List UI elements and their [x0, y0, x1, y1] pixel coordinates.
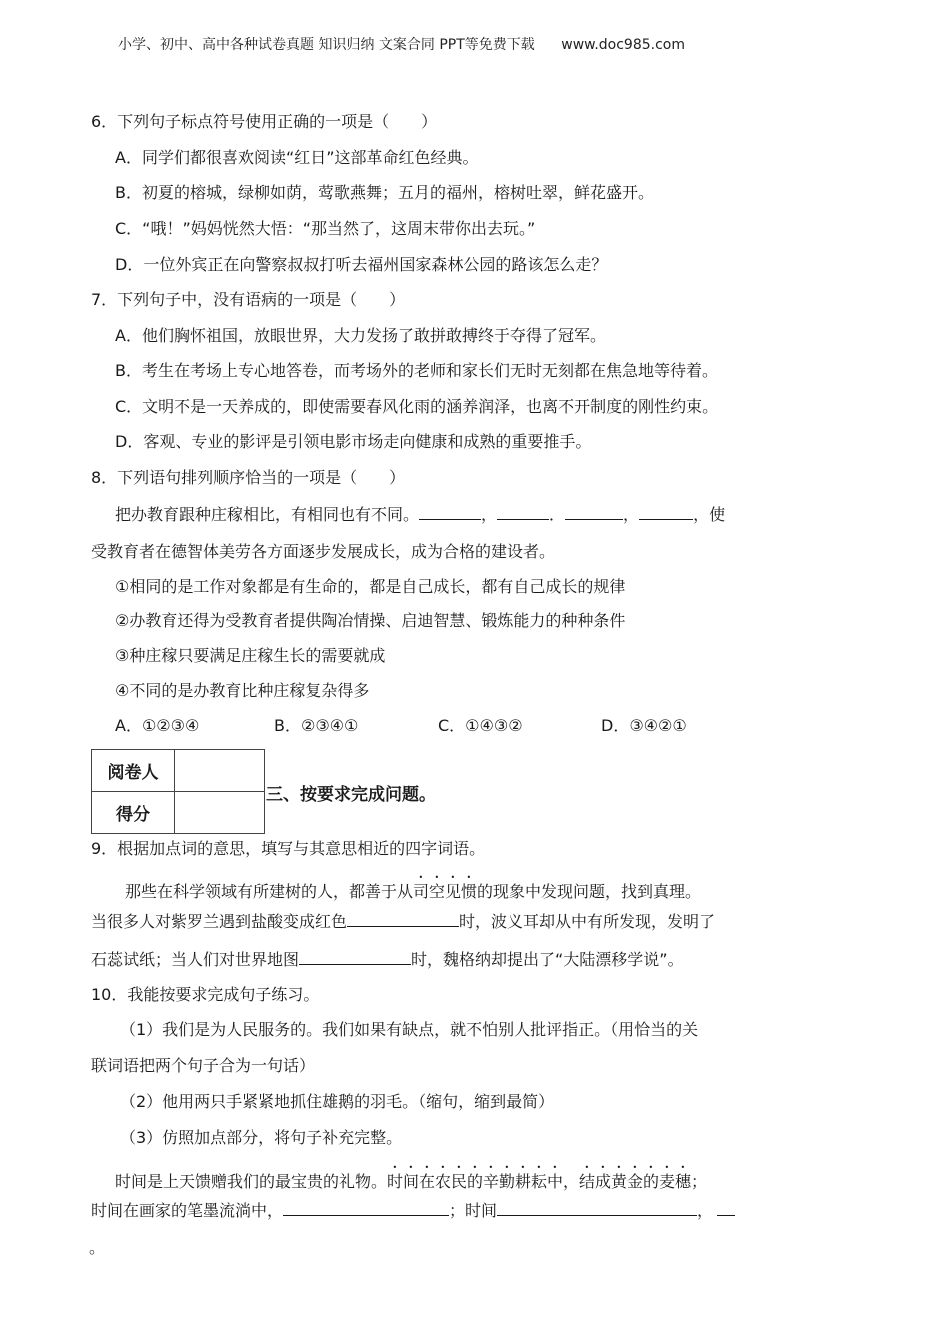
q9-p1-after: 的现象中发现问题，找到真理。 — [477, 882, 702, 901]
q10-item1-line1: （1）我们是为人民服务的。我们如果有缺点，就不怕别人批评指正。（用恰当的关 — [120, 1020, 699, 1039]
section-3-title: 三、按要求完成问题。 — [266, 785, 436, 805]
q10-item3: （3）仿照加点部分，将句子补充完整。 — [120, 1128, 403, 1147]
q9-p2-before: 当很多人对紫罗兰遇到盐酸变成红色 — [91, 912, 348, 931]
q8-sentence-4: ④不同的是办教育比种庄稼复杂得多 — [115, 681, 370, 700]
q10-blank-3[interactable] — [717, 1199, 735, 1216]
q8-sentence-1: ①相同的是工作对象都是有生命的，都是自己成长，都有自己成长的规律 — [115, 577, 626, 596]
q9-p3-before: 石蕊试纸；当人们对世界地图 — [91, 950, 300, 969]
q8-option-c: C．①④③② — [438, 716, 523, 735]
reviewer-label: 阅卷人 — [92, 750, 175, 792]
q7-option-d: D．客观、专业的影评是引领电影市场走向健康和成熟的重要推手。 — [115, 432, 592, 451]
q7-option-a: A．他们胸怀祖国，放眼世界，大力发扬了敢拼敢搏终于夺得了冠军。 — [115, 326, 606, 345]
q8-option-d: D．③④②① — [601, 716, 687, 735]
q6-stem: 6．下列句子标点符号使用正确的一项是（ ） — [91, 112, 438, 131]
q10-item1-line2: 联词语把两个句子合为一句话） — [91, 1056, 316, 1075]
reviewer-box[interactable] — [175, 750, 265, 792]
q9-paragraph-line2 — [91, 910, 715, 933]
score-box[interactable] — [175, 792, 265, 834]
q10-example-line2 — [91, 1199, 735, 1222]
q8-sep-3: ， — [623, 505, 640, 524]
q8-blank-3[interactable] — [565, 503, 623, 520]
q8-sep-1: ， — [481, 505, 498, 524]
q6-option-d: D．一位外宾正在向警察叔叔打听去福州国家森林公园的路该怎么走？ — [115, 255, 608, 274]
q10-ex2-after: ， — [697, 1201, 714, 1220]
q7-stem: 7．下列句子中，没有语病的一项是（ ） — [91, 290, 406, 309]
q7-option-c: C．文明不是一天养成的，即使需要春风化雨的涵养润泽，也离不开制度的刚性约束。 — [115, 397, 719, 416]
q9-paragraph-line1 — [125, 873, 701, 903]
q9-blank-2[interactable] — [299, 948, 411, 965]
q7-option-b: B．考生在考场上专心地答卷，而考场外的老师和家长们无时无刻都在焦急地等待着。 — [115, 361, 718, 380]
q8-passage-line1 — [115, 503, 725, 526]
q8-sep-2: ． — [549, 505, 566, 524]
page-header — [118, 34, 685, 56]
header-url[interactable]: www.doc985.com — [561, 37, 685, 53]
q9-dotted-word: 司空见惯 — [413, 882, 478, 901]
q10-stem: 10．我能按要求完成句子练习。 — [91, 985, 320, 1004]
score-label: 得分 — [92, 792, 175, 834]
q6-option-b: B．初夏的榕城，绿柳如荫，莺歌燕舞；五月的福州，榕树吐翠，鲜花盛开。 — [115, 183, 654, 202]
q8-blank-4[interactable] — [639, 503, 693, 520]
q8-option-b: B．②③④① — [274, 716, 359, 735]
q10-blank-1[interactable] — [283, 1199, 449, 1216]
q8-stem: 8．下列语句排列顺序恰当的一项是（ ） — [91, 468, 406, 487]
q8-blank-2[interactable] — [497, 503, 549, 520]
q9-p1-before: 那些在科学领域有所建树的人，都善于从 — [125, 882, 414, 901]
q10-ex-before: 时间是上天馈赠我们的最宝贵的礼物。 — [115, 1172, 388, 1191]
q10-ex2-before: 时间在画家的笔墨流淌中， — [91, 1201, 284, 1220]
q8-option-a: A．①②③④ — [115, 716, 200, 735]
q10-example-line3: 。 — [89, 1238, 106, 1257]
q10-blank-2[interactable] — [497, 1199, 697, 1216]
q8-passage-line2: 受教育者在德智体美劳各方面逐步发展成长，成为合格的建设者。 — [91, 542, 556, 561]
q9-blank-1[interactable] — [347, 910, 459, 927]
q10-ex-dotted: 时间在农民的辛勤耕耘中，结成黄金的麦穗 — [387, 1172, 692, 1191]
q8-sentence-2: ②办教育还得为受教育者提供陶冶情操、启迪智慧、锻炼能力的种种条件 — [115, 611, 626, 630]
q8-blank-1[interactable] — [419, 503, 481, 520]
q8-sentence-3: ③种庄稼只要满足庄稼生长的需要就成 — [115, 646, 386, 665]
q8-sep-4: ，使 — [693, 505, 726, 524]
q8-passage-start: 把办教育跟种庄稼相比，有相同也有不同。 — [115, 505, 420, 524]
q6-option-a: A．同学们都很喜欢阅读“红日”这部革命红色经典。 — [115, 148, 479, 167]
q6-option-c: C．“哦！”妈妈恍然大悟：“那当然了，这周末带你出去玩。” — [115, 219, 536, 238]
q10-ex-after: ； — [691, 1172, 708, 1191]
header-text: 小学、初中、高中各种试卷真题 知识归纳 文案合同 PPT等免费下载 — [118, 37, 535, 53]
q10-ex2-mid: ；时间 — [449, 1201, 498, 1220]
q10-item2: （2）他用两只手紧紧地抓住雄鹅的羽毛。（缩句，缩到最简） — [120, 1092, 555, 1111]
q9-p2-after: 时，波义耳却从中有所发现，发明了 — [459, 912, 716, 931]
q10-example-line1 — [115, 1163, 707, 1193]
grader-table — [91, 749, 265, 834]
q9-p3-after: 时，魏格纳却提出了“大陆漂移学说”。 — [411, 950, 684, 969]
q9-stem: 9．根据加点词的意思，填写与其意思相近的四字词语。 — [91, 839, 486, 858]
q9-paragraph-line3 — [91, 948, 684, 971]
